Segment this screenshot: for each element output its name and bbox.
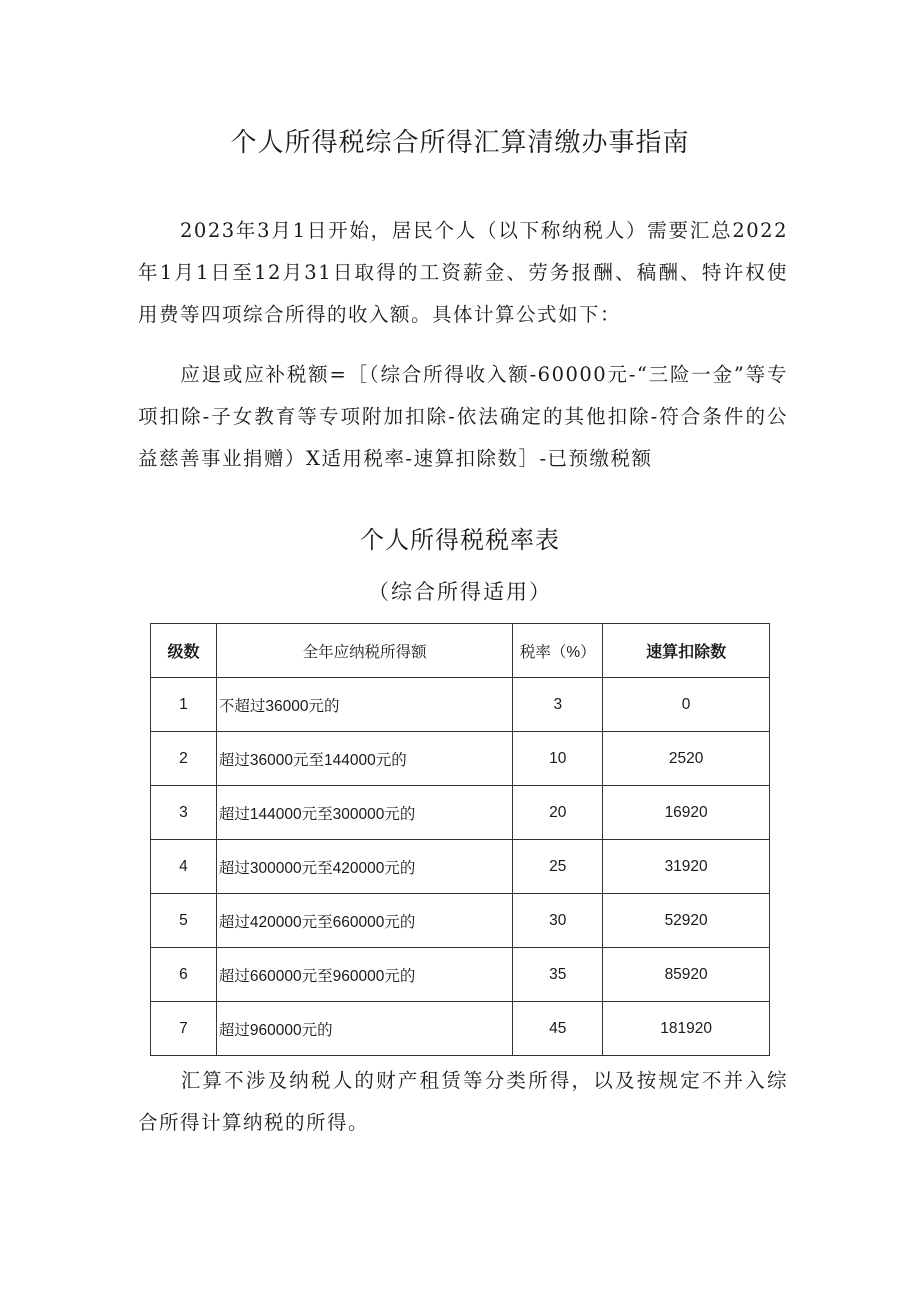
deduction-cell: 0	[603, 678, 770, 732]
tax-rate-table	[150, 623, 770, 1056]
table-title: 个人所得税税率表	[360, 526, 560, 554]
level-cell: 6	[151, 948, 217, 1002]
intro-text: 2023年3月1日开始，居民个人（以下称纳税人）需要汇总2022年1月1日至12月31日取得的工资薪金、劳务报酬、稿酬、特许权使用费等四项综合所得的收入额。具体计算公式如下：	[138, 219, 788, 326]
range-cell: 超过144000元至300000元的	[216, 786, 512, 840]
range-cell: 超过960000元的	[216, 1002, 512, 1056]
deduction-cell: 31920	[603, 840, 770, 894]
header-level: 级数	[151, 624, 217, 678]
level-cell: 5	[151, 894, 217, 948]
document-title: 个人所得税综合所得汇算清缴办事指南	[230, 128, 690, 158]
table-row	[151, 894, 770, 948]
formula-paragraph	[138, 354, 788, 480]
table-row	[151, 732, 770, 786]
range-cell: 超过420000元至660000元的	[216, 894, 512, 948]
note-paragraph	[138, 1060, 788, 1144]
note-text: 汇算不涉及纳税人的财产租赁等分类所得，以及按规定不并入综合所得计算纳税的所得。	[138, 1069, 788, 1134]
level-cell: 4	[151, 840, 217, 894]
deduction-cell: 85920	[603, 948, 770, 1002]
table-row	[151, 948, 770, 1002]
range-cell: 超过300000元至420000元的	[216, 840, 512, 894]
table-row	[151, 1002, 770, 1056]
header-quick-deduction: 速算扣除数	[603, 624, 770, 678]
table-row	[151, 678, 770, 732]
rate-cell: 20	[513, 786, 603, 840]
deduction-cell: 52920	[603, 894, 770, 948]
rate-cell: 35	[513, 948, 603, 1002]
header-tax-rate: 税率（%）	[513, 624, 603, 678]
deduction-cell: 181920	[603, 1002, 770, 1056]
rate-cell: 25	[513, 840, 603, 894]
intro-paragraph	[138, 210, 788, 336]
range-cell: 超过660000元至960000元的	[216, 948, 512, 1002]
level-cell: 7	[151, 1002, 217, 1056]
range-cell: 超过36000元至144000元的	[216, 732, 512, 786]
table-row	[151, 786, 770, 840]
table-header-row	[151, 624, 770, 678]
level-cell: 1	[151, 678, 217, 732]
rate-cell: 45	[513, 1002, 603, 1056]
rate-cell: 10	[513, 732, 603, 786]
formula-text: 应退或应补税额=［（综合所得收入额-60000元-“三险一金”等专项扣除-子女教育等专项附加扣除-依法确定的其他扣除-符合条件的公益慈善事业捐赠）X适用税率-速算扣除数］-已预缴税额	[138, 363, 788, 470]
rate-cell: 3	[513, 678, 603, 732]
table-subtitle: （综合所得适用）	[368, 580, 552, 604]
range-cell: 不超过36000元的	[216, 678, 512, 732]
deduction-cell: 2520	[603, 732, 770, 786]
table-row	[151, 840, 770, 894]
header-income-range: 全年应纳税所得额	[216, 624, 512, 678]
deduction-cell: 16920	[603, 786, 770, 840]
level-cell: 2	[151, 732, 217, 786]
level-cell: 3	[151, 786, 217, 840]
rate-cell: 30	[513, 894, 603, 948]
